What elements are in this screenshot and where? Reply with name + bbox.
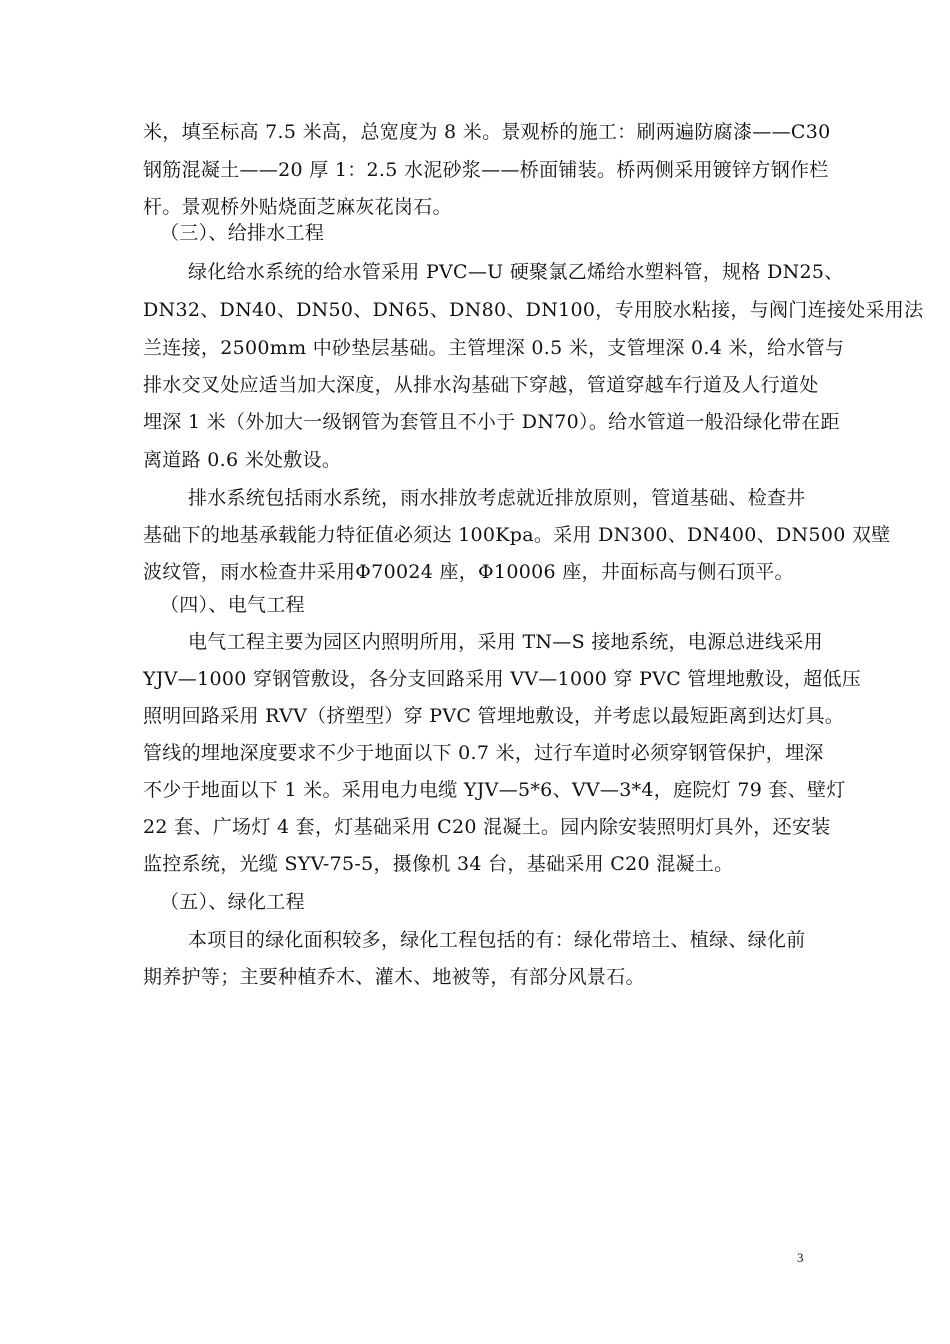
page-number: 3 <box>797 1250 804 1265</box>
text-line-17: 照明回路采用 RVV（挤塑型）穿 PVC 管埋地敷设，并考虑以最短距离到达灯具。 <box>143 705 845 727</box>
text-line-7: 兰连接，2500mm 中砂垫层基础。主管埋深 0.5 米，支管埋深 0.4 米，给水管与 <box>143 337 845 359</box>
text-line-20: 22 套、广场灯 4 套，灯基础采用 C20 混凝土。园内除安装照明灯具外，还安装 <box>143 816 831 838</box>
text-line-1: 米，填至标高 7.5 米高，总宽度为 8 米。景观桥的施工：刷两遍防腐漆——C30 <box>143 121 831 143</box>
text-line-2: 钢筋混凝土——20 厚 1：2.5 水泥砂浆——桥面铺装。桥两侧采用镀锌方钢作栏 <box>143 159 829 181</box>
text-line-21: 监控系统，光缆 SYV-75-5，摄像机 34 台，基础采用 C20 混凝土。 <box>143 853 734 875</box>
section-heading-4: （四）、电气工程 <box>160 594 305 616</box>
section-heading-3: （三）、给排水工程 <box>160 222 325 244</box>
text-line-12: 基础下的地基承载能力特征值必须达 100Kpa。采用 DN300、DN400、DN500 双壁 <box>143 524 891 546</box>
text-line-16: YJV—1000 穿钢管敷设，各分支回路采用 VV—1000 穿 PVC 管埋地敷设，超低压 <box>143 668 862 690</box>
text-line-9: 埋深 1 米（外加大一级钢管为套管且不小于 DN70）。给水管道一般沿绿化带在距 <box>143 411 840 433</box>
text-line-11: 排水系统包括雨水系统，雨水排放考虑就近排放原则，管道基础、检查井 <box>188 487 806 509</box>
text-line-5: 绿化给水系统的给水管采用 PVC—U 硬聚氯乙烯给水塑料管，规格 DN25、 <box>188 261 844 283</box>
text-line-3: 杆。景观桥外贴烧面芝麻灰花岗石。 <box>143 196 452 218</box>
text-line-24: 期养护等；主要种植乔木、灌木、地被等，有部分风景石。 <box>143 966 645 988</box>
text-line-19: 不少于地面以下 1 米。采用电力电缆 YJV—5*6、VV—3*4，庭院灯 79 套、壁灯 <box>143 779 846 801</box>
text-line-13: 波纹管，雨水检查井采用Φ70024 座，Φ10006 座，井面标高与侧石顶平。 <box>143 561 794 583</box>
text-line-10: 离道路 0.6 米处敷设。 <box>143 449 342 471</box>
text-line-8: 排水交叉处应适当加大深度，从排水沟基础下穿越，管道穿越车行道及人行道处 <box>143 374 819 396</box>
text-line-6: DN32、DN40、DN50、DN65、DN80、DN100，专用胶水粘接，与阀门连接处采用法 <box>143 299 924 321</box>
text-line-18: 管线的埋地深度要求不少于地面以下 0.7 米，过行车道时必须穿钢管保护，埋深 <box>143 742 824 764</box>
text-line-15: 电气工程主要为园区内照明所用，采用 TN—S 接地系统，电源总进线采用 <box>188 631 823 653</box>
section-heading-5: （五）、绿化工程 <box>160 891 305 913</box>
text-line-23: 本项目的绿化面积较多，绿化工程包括的有：绿化带培土、植绿、绿化前 <box>188 929 806 951</box>
